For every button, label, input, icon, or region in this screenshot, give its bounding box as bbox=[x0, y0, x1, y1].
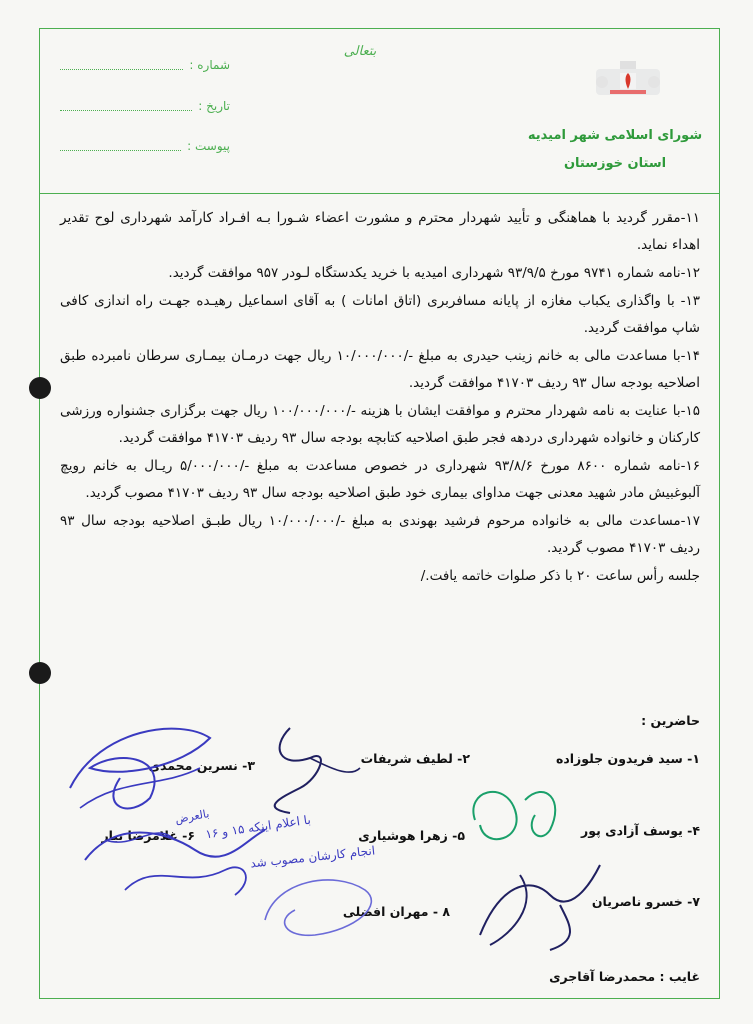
number-dots bbox=[60, 61, 183, 70]
paragraph-13: ۱۳- با واگذاری یکباب مغازه از پایانه مسافربری (اتاق امانات ) به آقای اسماعیل رهیـده جهـت راه اندازی کافی شاپ موافقت گردید. bbox=[60, 293, 700, 336]
date-field bbox=[60, 96, 230, 116]
paragraph-17: ۱۷-مساعدت مالی به خانواده مرحوم فرشید بهوندی به مبلغ -/۱۰/۰۰۰/۰۰۰ ریال طبـق اصلاحیه بودجه سال ۹۳ ردیف ۴۱۷۰۳ مصوب گردید. bbox=[60, 513, 700, 556]
handwritten-note-3: بالعرض bbox=[174, 807, 211, 826]
member-4: ۴- یوسف آزادی پور bbox=[581, 823, 700, 838]
council-name: شورای اسلامی شهر امیدیه bbox=[527, 128, 703, 143]
closing-line: جلسه رأس ساعت ۲۰ با ذکر صلوات خاتمه یافت./ bbox=[420, 568, 700, 584]
binder-hole-top bbox=[29, 377, 51, 399]
attendees-heading: حاضرین : bbox=[641, 713, 700, 728]
binder-hole-bottom bbox=[29, 662, 51, 684]
minutes-body bbox=[60, 205, 700, 591]
member-6: ۶- غلامرضا نیار bbox=[101, 828, 195, 843]
member-8: ۸ - مهران افضلی bbox=[342, 904, 450, 919]
paragraph-12: ۱۲-نامه شماره ۹۷۴۱ مورخ ۹۳/۹/۵ شهرداری امیدیه با خرید یکدستگاه لـودر ۹۵۷ موافقت گردید. bbox=[168, 265, 700, 281]
member-7: ۷- خسرو ناصریان bbox=[591, 894, 700, 909]
member-1: ۱- سید فریدون جلوزاده bbox=[555, 751, 700, 766]
absent-line: غایب : محمدرضا آقاجری bbox=[549, 969, 700, 984]
attendees-section bbox=[60, 713, 700, 993]
number-field bbox=[60, 55, 230, 75]
paragraph-15: ۱۵-با عنایت به نامه شهردار محترم و موافقت ایشان با هزینه -/۱۰۰/۰۰۰/۰۰۰ ریال جهت برگزاری جشنواره ورزشی کارکنان و خانواده شهرداری دردهه فجر طبق اصلاحیه کتابچه بودجه سال ۹۳ ردیف ۴۱۷۰۳ موافقت گردید. bbox=[60, 403, 700, 446]
council-emblem-icon bbox=[590, 55, 666, 103]
attachment-field bbox=[60, 136, 230, 156]
member-3: ۳- نسرین محمدی bbox=[148, 758, 255, 773]
paragraph-14: ۱۴-با مساعدت مالی به خانم زینب حیدری به مبلغ -/۱۰/۰۰۰/۰۰۰ ریال جهت درمـان بیمـاری سرطان نامبرده طبق اصلاحیه بودجه سال ۹۳ ردیف ۴۱۷۰۳ موافقت گردید. bbox=[60, 348, 700, 391]
date-label: تاریخ : bbox=[198, 99, 230, 113]
date-dots bbox=[60, 102, 192, 111]
council-title-block bbox=[520, 122, 710, 178]
paragraph-16: ۱۶-نامه شماره ۸۶۰۰ مورخ ۹۳/۸/۶ شهرداری در خصوص مساعدت به مبلغ -/۵/۰۰۰/۰۰۰ ریـال به خانم رویچ آلبوغبیش مادر شهید معدنی جهت مداوای بیماری خود طبق اصلاحیه بودجه سال ۹۳ ردیف ۴۱۷۰۳ مصوب گردید. bbox=[60, 458, 700, 501]
member-2: ۲- لطیف شریفات bbox=[360, 751, 470, 766]
attachment-label: پیوست : bbox=[187, 139, 230, 153]
bismillah-heading: بتعالی bbox=[343, 44, 377, 59]
attachment-dots bbox=[60, 142, 181, 151]
paragraph-11: ۱۱-مقرر گردید با هماهنگی و تأیید شهردار محترم و مشورت اعضاء شـورا بـه افـراد کارآمد شهرداری لوح تقدیر اهداء نماید. bbox=[60, 210, 700, 253]
handwritten-note-2: انجام کارشان مصوب شد bbox=[249, 843, 376, 871]
number-label: شماره : bbox=[189, 58, 230, 72]
handwritten-note-1: با اعلام اینکه ۱۵ و ۱۶ bbox=[204, 812, 312, 842]
member-5: ۵- زهرا هوشیاری bbox=[358, 828, 465, 843]
header-divider bbox=[39, 193, 720, 194]
province-name: استان خوزستان bbox=[563, 156, 667, 171]
